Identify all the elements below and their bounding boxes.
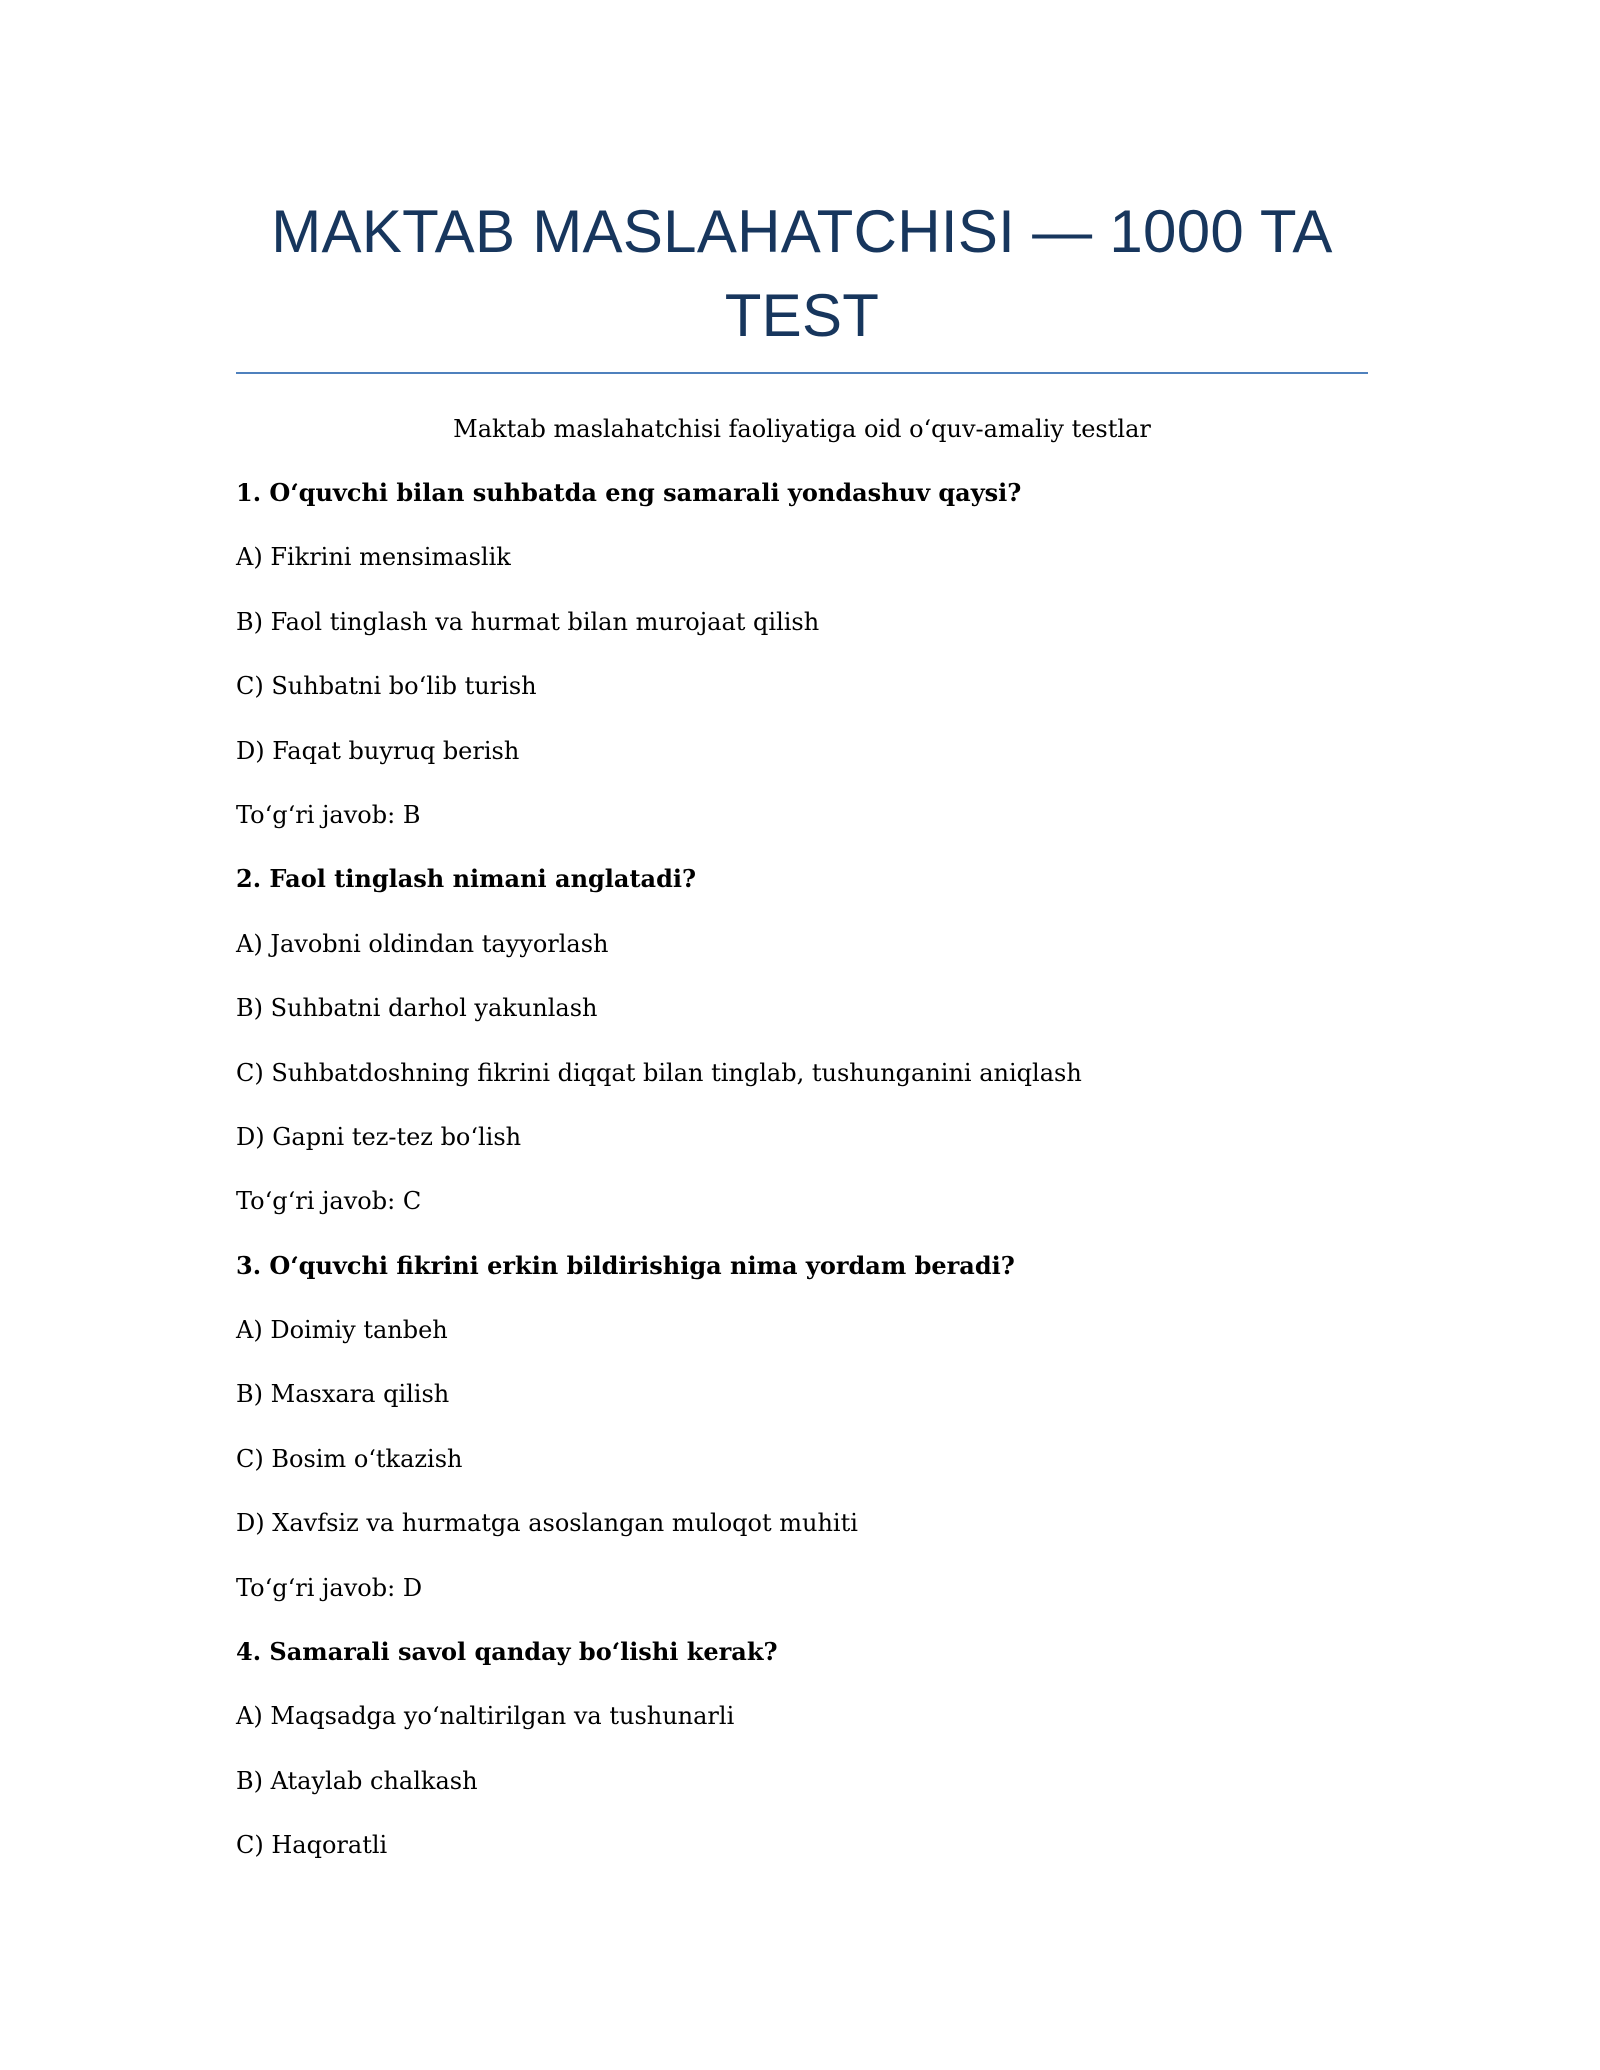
question-2-option-c: C) Suhbatdoshning fikrini diqqat bilan tinglab, tushunganini aniqlash bbox=[236, 1058, 1082, 1087]
question-4-option-a: A) Maqsadga yo‘naltirilgan va tushunarli bbox=[236, 1702, 735, 1731]
question-3-text: 3. O‘quvchi fikrini erkin bildirishiga nima yordam beradi? bbox=[236, 1250, 1015, 1280]
document-title: MAKTAB MASLAHATCHISI — 1000 TA TEST bbox=[236, 190, 1368, 374]
question-3-option-a: A) Doimiy tanbeh bbox=[236, 1316, 448, 1345]
question-3-option-c: C) Bosim o‘tkazish bbox=[236, 1444, 463, 1473]
question-2-option-a: A) Javobni oldindan tayyorlash bbox=[236, 929, 609, 958]
question-1-option-b: B) Faol tinglash va hurmat bilan murojaat qilish bbox=[236, 607, 820, 636]
document-body bbox=[236, 190, 1368, 1895]
document-subtitle: Maktab maslahatchisi faoliyatiga oid o‘quv-amaliy testlar bbox=[453, 415, 1151, 443]
question-3-option-d: D) Xavfsiz va hurmatga asoslangan muloqot muhiti bbox=[236, 1509, 858, 1538]
question-4-option-b: B) Ataylab chalkash bbox=[236, 1766, 478, 1795]
question-1-text: 1. O‘quvchi bilan suhbatda eng samarali yondashuv qaysi? bbox=[236, 478, 1022, 507]
question-4-text: 4. Samarali savol qanday bo‘lishi kerak? bbox=[236, 1637, 778, 1667]
question-3-option-b: B) Masxara qilish bbox=[236, 1380, 450, 1409]
question-list bbox=[236, 478, 1368, 1860]
question-3-answer: To‘g‘ri javob: D bbox=[236, 1573, 423, 1602]
question-1-option-d: D) Faqat buyruq berish bbox=[236, 736, 520, 765]
question-2-option-d: D) Gapni tez-tez bo‘lish bbox=[236, 1122, 522, 1151]
question-1-option-c: C) Suhbatni bo‘lib turish bbox=[236, 672, 537, 701]
question-1-answer: To‘g‘ri javob: B bbox=[236, 800, 421, 829]
question-4-option-c: C) Haqoratli bbox=[236, 1831, 388, 1860]
question-2-answer: To‘g‘ri javob: C bbox=[236, 1187, 422, 1216]
question-2-text: 2. Faol tinglash nimani anglatadi? bbox=[236, 864, 697, 894]
question-2-option-b: B) Suhbatni darhol yakunlash bbox=[236, 994, 598, 1023]
question-1-option-a: A) Fikrini mensimaslik bbox=[236, 543, 511, 572]
